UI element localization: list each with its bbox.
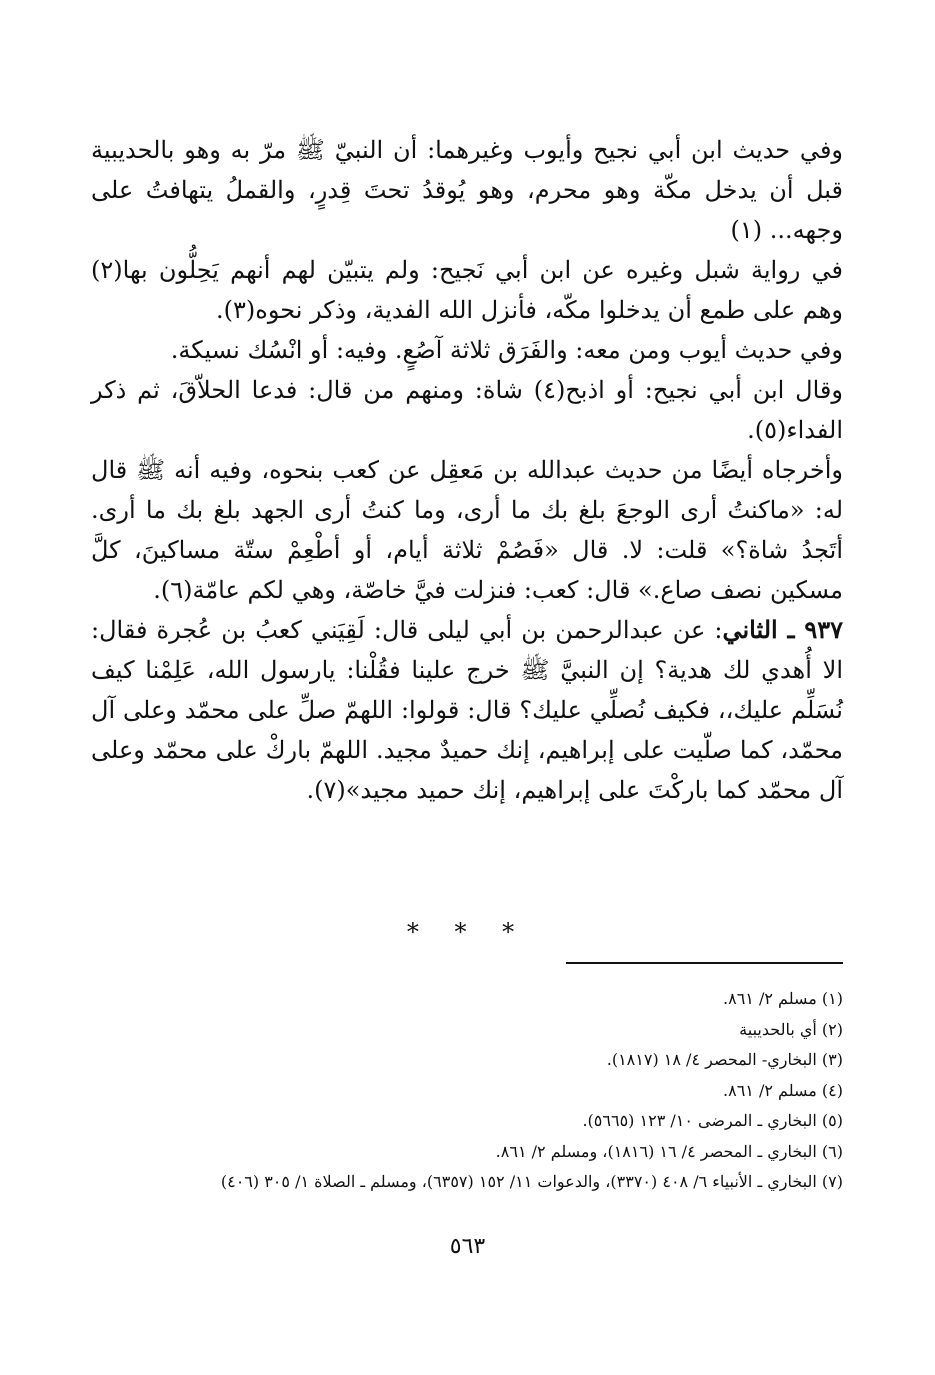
footnote-divider — [566, 962, 843, 964]
footnote-2: (٢) أي بالحديبية — [739, 1019, 843, 1039]
footnote-3: (٣) البخاري- المحصر ٤/ ١٨ (١٨١٧). — [606, 1050, 843, 1069]
paragraph-1: وفي حديث ابن أبي نجيح وأيوب وغيرهما: أن النبيّ ﷺ مرّ به وهو بالحديبية قبل أن يدخل مكّة وهو محرم، وهو يُوقدُ تحتَ قِدرٍ، والقملُ يتهافتُ على وجهه... (١) — [91, 136, 844, 244]
hadith-number: ٩٣٧ ـ الثاني — [722, 615, 844, 644]
footnote-6: (٦) البخاري ـ المحصر ٤/ ١٦ (١٨١٦)، ومسلم ٢/ ٨٦١. — [495, 1141, 843, 1161]
footnote-1: (١) مسلم ٢/ ٨٦١. — [723, 989, 843, 1008]
footnote-7: (٧) البخاري ـ الأنبياء ٦/ ٤٠٨ (٣٣٧٠)، والدعوات ١١/ ١٥٢ (٦٣٥٧)، ومسلم ـ الصلاة ١/ ٣٠٥ (٤٠٦) — [220, 1172, 843, 1191]
footnote-5: (٥) البخاري ـ المرضى ١٠/ ١٢٣ (٥٦٦٥). — [582, 1111, 843, 1130]
paragraph-5: وأخرجاه أيضًا من حديث عبدالله بن مَعقِل عن كعب بنحوه، وفيه أنه ﷺ قال له: «ماكنتُ أرى الوجعَ بلغ بك ما أرى، وما كنتُ أرى الجهد بلغ بك ما أرى. أتَجدُ شاة؟» قلت: لا. قال «فَصُمْ ثلاثة أيام، أو أطْعِمْ ستّة مساكينَ، كلَّ مسكين نصف صاع.» قال: كعب: فنزلت فيَّ خاصّة، وهي لكم عامّة(٦). — [91, 456, 844, 604]
paragraph-3: وفي حديث أيوب ومن معه: والفَرَق ثلاثة آصُعٍ. وفيه: أو انْسُك نسيكة. — [170, 336, 843, 364]
paragraph-2: في رواية شبل وغيره عن ابن أبي نَجيح: ولم يتبيّن لهم أنهم يَحِلُّون بها(٢) وهم على طمع أن يدخلوا مكّه، فأنزل الله الفدية، وذكر نحوه(٣). — [91, 256, 843, 324]
footnote-4: (٤) مسلم ٢/ ٨٦١. — [723, 1080, 843, 1100]
main-text — [91, 130, 843, 810]
hadith-text: : عن عبدالرحمن بن أبي ليلى قال: لَقِيَني كعبُ بن عُجرة فقال: الا أُهدي لك هدية؟ إن النبيَّ ﷺ خرج علينا فقُلْنا: يارسول الله، عَلِمْنا كيف نُسَلِّم عليك،، فكيف نُصلِّي عليك؟ قال: قولوا: اللهمّ صلِّ على محمّد وعلى آل محمّد، كما صلّيت على إبراهيم، إنك حميدٌ مجيد. اللهمّ باركْ على محمّد وعلى آل محمّد كما باركْتَ على إبراهيم، إنك حميد مجيد»(٧). — [91, 616, 843, 804]
footnotes — [83, 984, 843, 1198]
page-number: ٥٦٣ — [449, 1234, 486, 1259]
paragraph-6 — [91, 610, 843, 810]
paragraph-4: وقال ابن أبي نجيح: أو اذبح(٤) شاة: ومنهم من قال: فدعا الحلاّقَ، ثم ذكر الفداء(٥). — [91, 376, 843, 444]
section-separator: * * * — [406, 918, 529, 946]
